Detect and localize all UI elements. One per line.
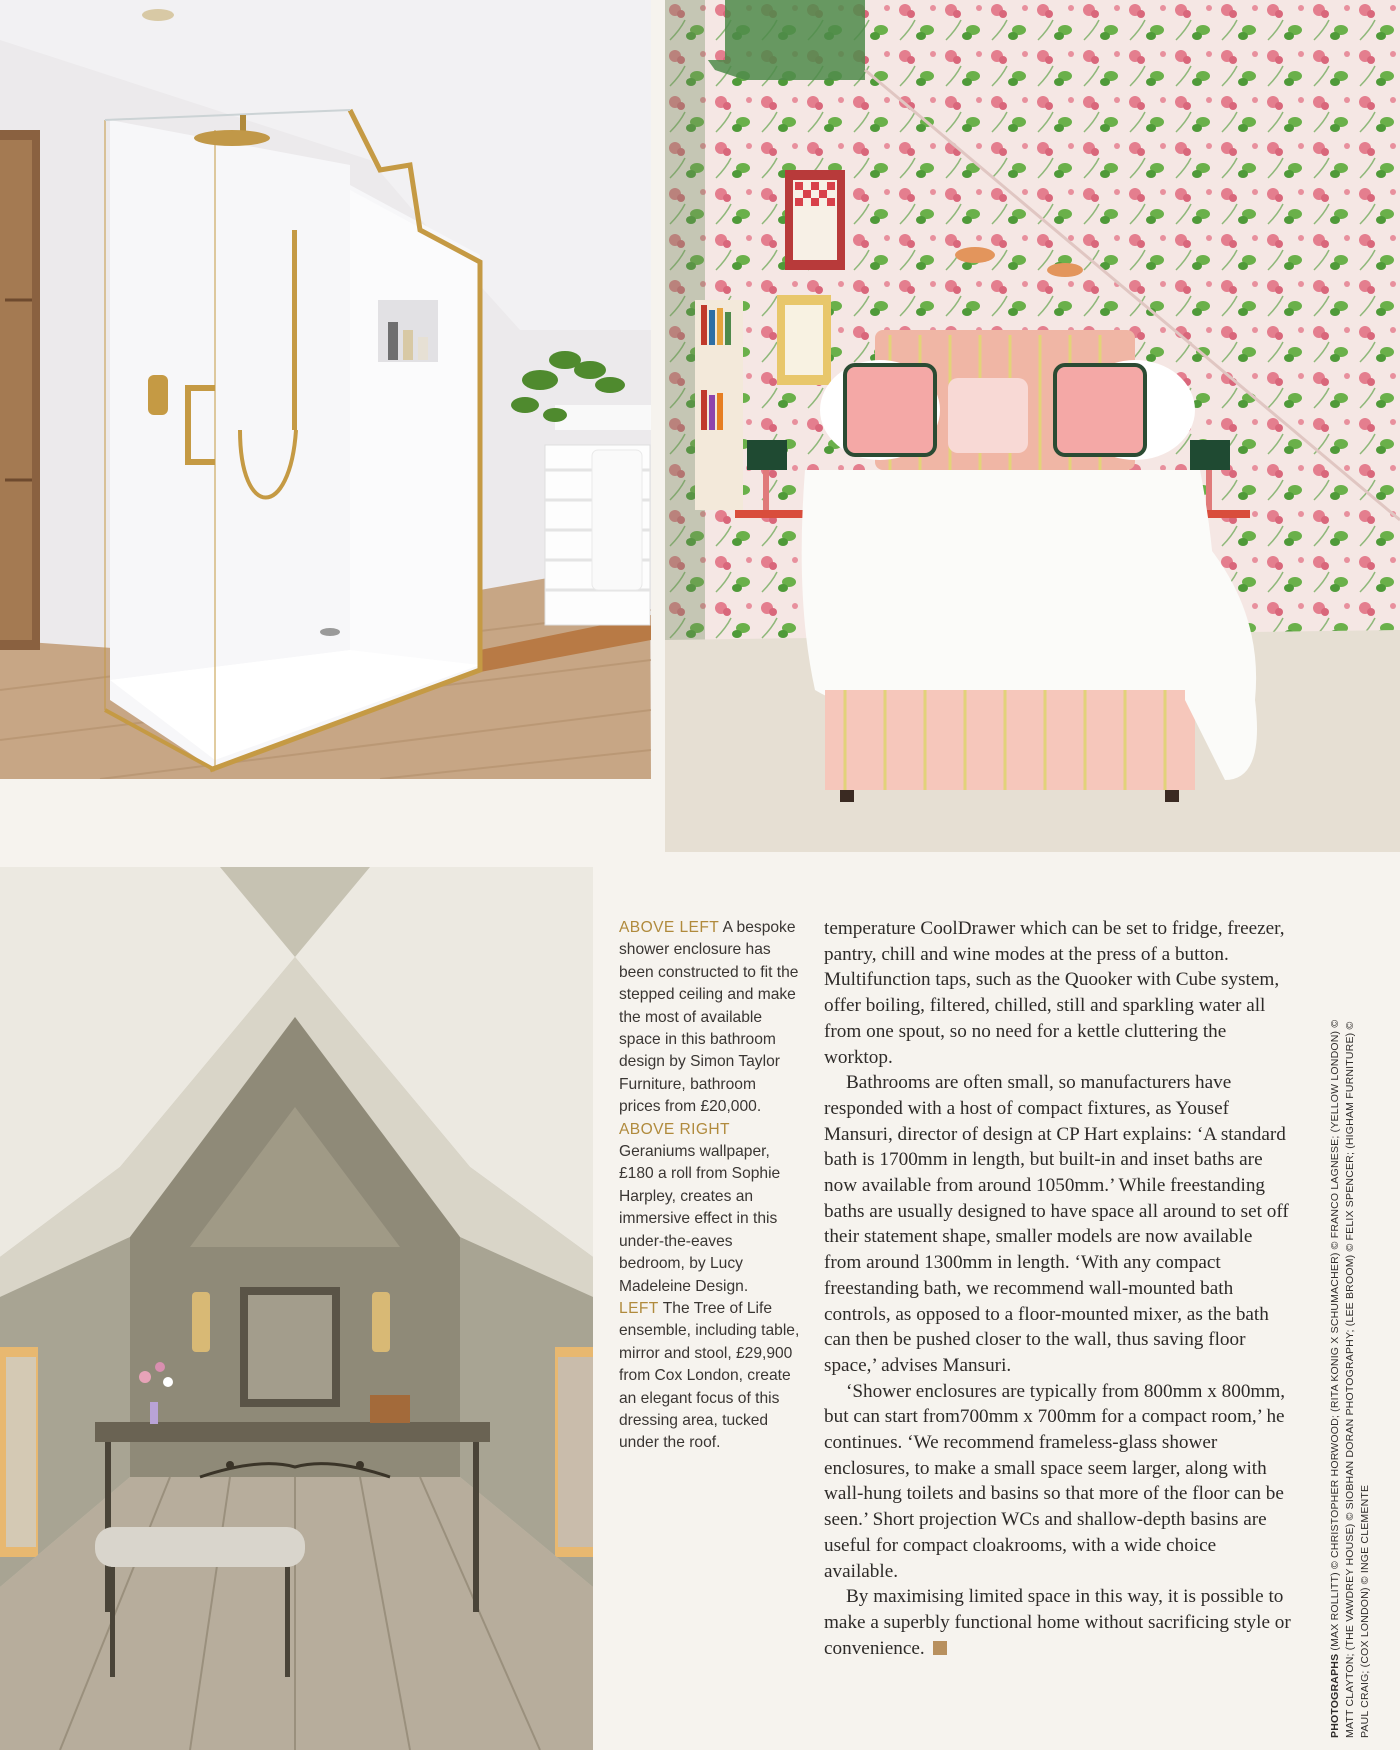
caption-text: A bespoke shower enclosure has been constructed to fit the stepped ceiling and make the most of available space in this bathroom design by Simon Taylor Furniture, bathroom prices from £20,000.	[619, 919, 799, 1116]
credits-text: (MAX ROLLITT) © CHRISTOPHER HORWOOD; (RITA KONIG X SCHUMACHER) © FRANCO LAGNESE; (YELLOW LONDON) © MATT CLAYTON; (THE VAWDREY HOUSE) © SIOBHAN DORAN PHOTOGRAPHY; (LEE BROOM) © FELIX SPENCER; (HIGHAM FURNITURE) © PAUL CRAIG; (COX LONDON) © INGE CLEMENTE	[1329, 1019, 1371, 1738]
caption-heading: LEFT	[619, 1299, 659, 1317]
body-paragraph: temperature CoolDrawer which can be set to fridge, freezer, pantry, chill and wine modes at the press of a button. Multifunction taps, such as the Quooker with Cube system, offer boiling, filtered, chilled, still and sparkling water all from one spout, so no need for a kettle cluttering the worktop.	[824, 918, 1285, 1068]
caption-text: The Tree of Life ensemble, including table, mirror and stool, £29,900 from Cox London, create an elegant focus of this dressing area, tucked under the roof.	[619, 1299, 800, 1452]
caption-heading: ABOVE LEFT	[619, 919, 720, 936]
caption-text: Geraniums wallpaper, £180 a roll from Sophie Harpley, creates an immersive effect in this under-the-eaves bedroom, by Lucy Madeleine Design.	[619, 1143, 781, 1295]
photo-credits	[1328, 1018, 1373, 1738]
article-body	[824, 916, 1292, 1661]
end-mark-icon	[933, 1641, 947, 1655]
caption-above-left	[619, 917, 801, 1119]
caption-above-right	[619, 1119, 801, 1298]
body-paragraph-final	[824, 1584, 1292, 1661]
credits-label: PHOTOGRAPHS	[1329, 1653, 1341, 1738]
photo-bedroom-eaves	[665, 0, 1400, 852]
caption-left	[619, 1298, 801, 1455]
body-paragraph-text: By maximising limited space in this way, it is possible to make a superbly functional home without sacrificing style or convenience.	[824, 1586, 1291, 1659]
photo-attic-dressing-area	[0, 867, 593, 1750]
captions	[619, 917, 801, 1455]
photo-bathroom-shower	[0, 0, 651, 779]
body-paragraph: Bathrooms are often small, so manufacturers have responded with a host of compact fixtures, as Yousef Mansuri, director of design at CP Hart explains: ‘A standard bath is 1700mm in length, but built-in and inset baths are now available from around 1050mm.’ While freestanding baths are usually designed to have space all around to set off their statement shape, smaller models are now available from around 1300mm in length. ‘With any compact freestanding bath, we recommend wall-mounted bath controls, as opposed to a floor-mounted mixer, as the bath can then be pushed closer to the wall, thus saving floor space,’ advises Mansuri.	[824, 1072, 1289, 1376]
body-paragraph: ‘Shower enclosures are typically from 800mm x 800mm, but can start from700mm x 700mm for a compact room,’ he continues. ‘We recommend frameless-glass shower enclosures, to make a small space seem larger, along with wall-hung toilets and basins so that more of the floor can be seen.’ Short projection WCs and shallow-depth basins are useful for compact cloakrooms, with a wide choice available.	[824, 1380, 1286, 1582]
caption-heading: ABOVE RIGHT	[619, 1120, 730, 1138]
